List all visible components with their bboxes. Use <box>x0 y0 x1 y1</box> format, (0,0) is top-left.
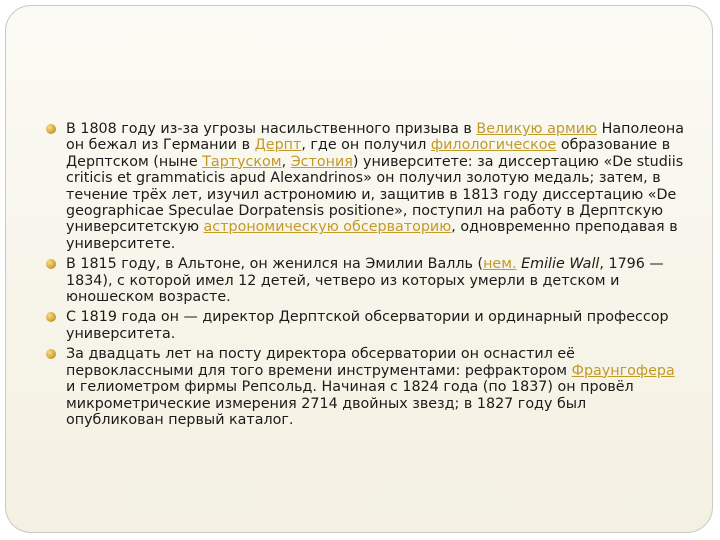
bullet-paragraph <box>46 309 686 342</box>
text-segment: ) университете: за диссертацию «De studiis criticis et grammaticis apud Alexandrinos» он получил золотую медаль; затем, в течение трёх лет, изучил астрономию и, защитив в 1813 году диссертацию «De geographicae Speculae Dorpatensis positione», поступил на работу в Дерптскую университетскую <box>66 153 684 236</box>
bullet-paragraph <box>46 346 686 428</box>
paragraph-text <box>66 121 684 252</box>
wiki-link[interactable]: астрономическую обсерваторию <box>203 219 452 236</box>
italic-text: Emilie Wall <box>521 256 600 273</box>
text-segment: В 1808 году из-за угрозы насильственного призыва в <box>66 121 477 137</box>
wiki-link[interactable]: Фраунгофера <box>571 362 675 379</box>
text-segment: , одновременно преподавая в университете. <box>66 219 678 252</box>
paragraph-text <box>66 256 664 305</box>
text-segment: С 1819 года он — директор Дерптской обсерватории и ординарный профессор университета. <box>66 309 669 342</box>
wiki-link[interactable]: Тартуском <box>202 153 282 170</box>
paragraph-text <box>66 346 675 428</box>
wiki-link[interactable]: нем. <box>483 256 517 273</box>
bullet-paragraph <box>46 256 686 305</box>
text-segment: , где он получил <box>301 137 431 154</box>
bullet-paragraph <box>46 121 686 252</box>
wiki-link[interactable]: Дерпт <box>254 137 302 154</box>
text-segment: , <box>281 153 291 170</box>
text-segment: образование в Дерптском (ныне <box>66 137 671 170</box>
wiki-link[interactable]: Эстония <box>290 153 353 170</box>
slide-frame <box>5 5 713 533</box>
slide-content <box>46 121 686 432</box>
bullet-icon <box>46 312 56 322</box>
text-segment: и гелиометром фирмы Репсольд. Начиная с 1824 года (по 1837) он провёл микрометрические измерения 2714 двойных звезд; в 1827 году был опубликован первый каталог. <box>66 379 634 428</box>
text-segment: За двадцать лет на посту директора обсерватории он оснастил её первоклассными для того времени инструментами: рефрактором <box>66 346 575 379</box>
bullet-icon <box>46 124 56 134</box>
bullet-icon <box>46 349 56 359</box>
text-segment: , 1796 —1834), с которой имел 12 детей, четверо из которых умерли в детском и юношеском возрасте. <box>66 256 664 306</box>
wiki-link[interactable]: Великую армию <box>476 121 598 137</box>
text-segment: Наполеона он бежал из Германии в <box>66 121 685 154</box>
text-segment: В 1815 году, в Альтоне, он женился на Эмилии Валль ( <box>66 256 484 273</box>
bullet-icon <box>46 259 56 269</box>
paragraph-text <box>66 309 669 341</box>
wiki-link[interactable]: филологическое <box>430 137 557 154</box>
